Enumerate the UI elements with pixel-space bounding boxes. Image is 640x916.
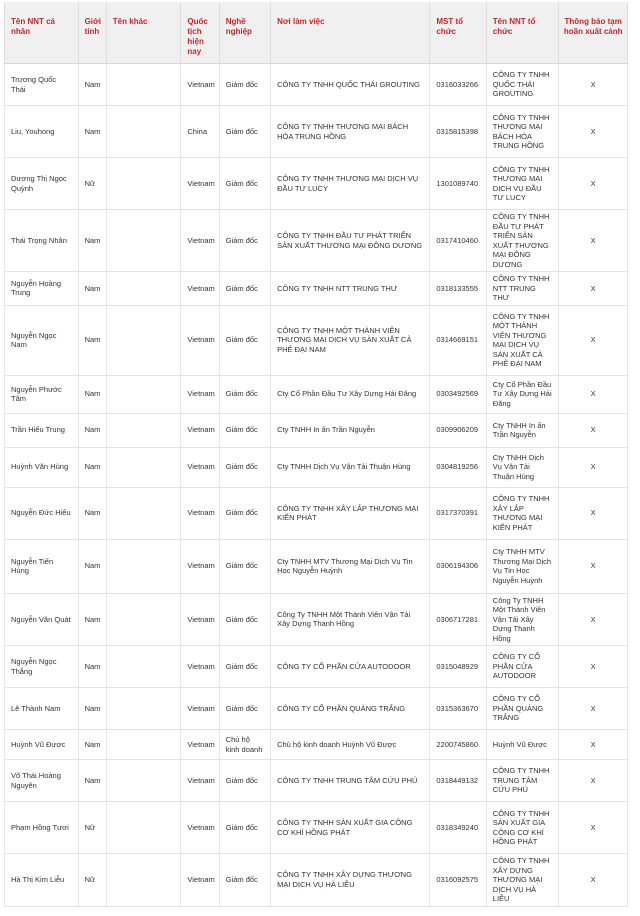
cell-workplace: CÔNG TY TNHH QUỐC THÁI GROUTING: [271, 64, 430, 106]
cell-individual-name: Trương Quốc Thái: [5, 64, 79, 106]
cell-other-name: [106, 539, 181, 593]
cell-individual-name: Thái Trọng Nhân: [5, 210, 79, 272]
cell-org-name: CÔNG TY CỔ PHẦN QUẢNG TRẮNG: [486, 688, 559, 730]
header-workplace: Nơi làm việc: [271, 2, 430, 64]
cell-org-tax-code: 0318449132: [430, 760, 486, 802]
cell-workplace: CÔNG TY TNHH THƯƠNG MẠI BÁCH HÓA TRUNG HỒNG: [271, 106, 430, 158]
cell-individual-name: Liu, Youhong: [5, 106, 79, 158]
cell-gender: Nữ: [78, 854, 106, 907]
cell-workplace: CÔNG TY TNHH NTT TRUNG THƯ: [271, 272, 430, 306]
cell-org-name: CÔNG TY TNHH ĐẦU TƯ PHÁT TRIỂN SẢN XUẤT THƯƠNG MẠI ĐÔNG DƯƠNG: [486, 210, 559, 272]
cell-occupation: Giám đốc: [219, 106, 270, 158]
cell-occupation: Giám đốc: [219, 210, 270, 272]
cell-occupation: Giám đốc: [219, 487, 270, 539]
cell-occupation: Giám đốc: [219, 447, 270, 487]
cell-other-name: [106, 375, 181, 413]
cell-org-name: Cty TNHH In ấn Trần Nguyễn: [486, 413, 559, 447]
cell-occupation: Giám đốc: [219, 854, 270, 907]
cell-gender: Nam: [78, 106, 106, 158]
cell-gender: Nam: [78, 593, 106, 646]
cell-workplace: CÔNG TY CỔ PHẦN QUẢNG TRẮNG: [271, 688, 430, 730]
cell-other-name: [106, 646, 181, 688]
cell-org-tax-code: 0317370391: [430, 487, 486, 539]
cell-nationality: Vietnam: [181, 593, 219, 646]
cell-workplace: CÔNG TY TNHH THƯƠNG MẠI DỊCH VỤ ĐẦU TƯ LUCY: [271, 158, 430, 210]
cell-gender: Nam: [78, 646, 106, 688]
cell-exit-ban-notice: X: [559, 487, 628, 539]
table-row: [5, 447, 628, 487]
cell-individual-name: Lê Thành Nam: [5, 688, 79, 730]
cell-other-name: [106, 106, 181, 158]
cell-nationality: Vietnam: [181, 539, 219, 593]
cell-occupation: Chủ hộ kinh doanh: [219, 730, 270, 760]
cell-exit-ban-notice: X: [559, 375, 628, 413]
cell-nationality: Vietnam: [181, 802, 219, 854]
cell-individual-name: Nguyễn Ngọc Thắng: [5, 646, 79, 688]
cell-exit-ban-notice: X: [559, 539, 628, 593]
cell-individual-name: Võ Thái Hoàng Nguyên: [5, 760, 79, 802]
cell-other-name: [106, 730, 181, 760]
table-row: [5, 305, 628, 375]
cell-exit-ban-notice: X: [559, 272, 628, 306]
cell-workplace: Cty Cổ Phần Đầu Tư Xây Dựng Hải Đăng: [271, 375, 430, 413]
cell-org-name: Huỳnh Vũ Được: [486, 730, 559, 760]
cell-org-tax-code: 0318133555: [430, 272, 486, 306]
cell-individual-name: Nguyễn Ngọc Nam: [5, 305, 79, 375]
header-org-name: Tên NNT tổ chức: [486, 2, 559, 64]
cell-other-name: [106, 487, 181, 539]
cell-individual-name: Nguyễn Đức Hiếu: [5, 487, 79, 539]
cell-workplace: CÔNG TY TNHH XÂY LẮP THƯƠNG MẠI KIẾN PHÁT: [271, 487, 430, 539]
cell-gender: Nam: [78, 688, 106, 730]
cell-org-tax-code: 2200745860: [430, 730, 486, 760]
cell-occupation: Giám đốc: [219, 375, 270, 413]
table-row: [5, 64, 628, 106]
table-row: [5, 539, 628, 593]
cell-occupation: Giám đốc: [219, 272, 270, 306]
cell-exit-ban-notice: X: [559, 646, 628, 688]
cell-nationality: Vietnam: [181, 854, 219, 907]
cell-individual-name: Huỳnh Văn Hùng: [5, 447, 79, 487]
cell-occupation: Giám đốc: [219, 64, 270, 106]
header-other-name: Tên khác: [106, 2, 181, 64]
cell-workplace: CÔNG TY CỔ PHẦN CỬA AUTODOOR: [271, 646, 430, 688]
table-row: [5, 106, 628, 158]
cell-gender: Nam: [78, 539, 106, 593]
cell-nationality: Vietnam: [181, 375, 219, 413]
cell-org-tax-code: 0315048929: [430, 646, 486, 688]
cell-exit-ban-notice: X: [559, 64, 628, 106]
cell-gender: Nam: [78, 375, 106, 413]
table-row: [5, 413, 628, 447]
cell-individual-name: Phạm Hồng Tươi: [5, 802, 79, 854]
header-org-tax-code: MST tổ chức: [430, 2, 486, 64]
cell-org-tax-code: 0314669151: [430, 305, 486, 375]
header-occupation: Nghề nghiệp: [219, 2, 270, 64]
cell-other-name: [106, 447, 181, 487]
cell-occupation: Giám đốc: [219, 158, 270, 210]
cell-workplace: Công Ty TNHH Một Thành Viên Vận Tải Xây Dựng Thanh Hồng: [271, 593, 430, 646]
cell-exit-ban-notice: X: [559, 854, 628, 907]
cell-individual-name: Huỳnh Vũ Được: [5, 730, 79, 760]
cell-exit-ban-notice: X: [559, 593, 628, 646]
cell-individual-name: Nguyễn Phước Tâm: [5, 375, 79, 413]
cell-workplace: Cty TNHH MTV Thương Mại Dịch Vụ Tin Học Nguyễn Huỳnh: [271, 539, 430, 593]
cell-org-name: CÔNG TY TNHH MỘT THÀNH VIÊN THƯƠNG MẠI DỊCH VỤ SẢN XUẤT CÀ PHÊ ĐẠI NAM: [486, 305, 559, 375]
cell-org-tax-code: 0316092575: [430, 854, 486, 907]
cell-org-tax-code: 0318349240: [430, 802, 486, 854]
cell-exit-ban-notice: X: [559, 760, 628, 802]
cell-exit-ban-notice: X: [559, 688, 628, 730]
table-row: [5, 646, 628, 688]
cell-org-tax-code: 1301089740: [430, 158, 486, 210]
cell-individual-name: Dương Thị Ngọc Quỳnh: [5, 158, 79, 210]
cell-gender: Nam: [78, 413, 106, 447]
cell-exit-ban-notice: X: [559, 158, 628, 210]
cell-org-name: Công Ty TNHH Một Thành Viên Vận Tải Xây Dựng Thanh Hồng: [486, 593, 559, 646]
cell-nationality: Vietnam: [181, 760, 219, 802]
cell-other-name: [106, 158, 181, 210]
cell-org-name: CÔNG TY TNHH THƯƠNG MẠI BÁCH HÓA TRUNG HỒNG: [486, 106, 559, 158]
cell-other-name: [106, 802, 181, 854]
cell-nationality: Vietnam: [181, 210, 219, 272]
cell-exit-ban-notice: X: [559, 210, 628, 272]
cell-other-name: [106, 688, 181, 730]
cell-occupation: Giám đốc: [219, 539, 270, 593]
table-row: [5, 854, 628, 907]
cell-workplace: CÔNG TY TNHH SẢN XUẤT GIA CÔNG CƠ KHÍ HỒNG PHÁT: [271, 802, 430, 854]
cell-nationality: Vietnam: [181, 272, 219, 306]
cell-other-name: [106, 854, 181, 907]
cell-gender: Nam: [78, 64, 106, 106]
cell-individual-name: Trần Hiếu Trung: [5, 413, 79, 447]
cell-other-name: [106, 210, 181, 272]
cell-nationality: Vietnam: [181, 413, 219, 447]
cell-org-name: CÔNG TY TNHH NTT TRUNG THƯ: [486, 272, 559, 306]
cell-workplace: CÔNG TY TNHH ĐẦU TƯ PHÁT TRIỂN SẢN XUẤT THƯƠNG MẠI ĐÔNG DƯƠNG: [271, 210, 430, 272]
cell-org-tax-code: 0315363670: [430, 688, 486, 730]
table-row: [5, 210, 628, 272]
table-row: [5, 375, 628, 413]
cell-other-name: [106, 272, 181, 306]
table-row: [5, 487, 628, 539]
cell-org-name: CÔNG TY TNHH THƯƠNG MẠI DỊCH VỤ ĐẦU TƯ LUCY: [486, 158, 559, 210]
cell-workplace: CÔNG TY TNHH TRUNG TÂM CỨU PHÚ: [271, 760, 430, 802]
cell-occupation: Giám đốc: [219, 305, 270, 375]
cell-occupation: Giám đốc: [219, 802, 270, 854]
cell-nationality: Vietnam: [181, 305, 219, 375]
cell-exit-ban-notice: X: [559, 730, 628, 760]
cell-individual-name: Nguyễn Hoàng Trung: [5, 272, 79, 306]
cell-workplace: Cty TNHH Dịch Vụ Vận Tải Thuận Hùng: [271, 447, 430, 487]
cell-nationality: Vietnam: [181, 646, 219, 688]
cell-org-tax-code: 0309906209: [430, 413, 486, 447]
cell-individual-name: Nguyễn Tiến Hùng: [5, 539, 79, 593]
cell-org-tax-code: 0315815398: [430, 106, 486, 158]
cell-nationality: Vietnam: [181, 64, 219, 106]
cell-individual-name: Nguyễn Văn Quát: [5, 593, 79, 646]
table-row: [5, 593, 628, 646]
table-row: [5, 158, 628, 210]
cell-org-name: CÔNG TY TNHH SẢN XUẤT GIA CÔNG CƠ KHÍ HỒNG PHÁT: [486, 802, 559, 854]
header-individual-name: Tên NNT cá nhân: [5, 2, 79, 64]
cell-other-name: [106, 593, 181, 646]
cell-occupation: Giám đốc: [219, 760, 270, 802]
header-exit-ban-notice: Thông báo tạm hoãn xuất cảnh: [559, 2, 628, 64]
cell-org-name: CÔNG TY TNHH XÂY DỰNG THƯƠNG MẠI DỊCH VỤ HÀ LIỄU: [486, 854, 559, 907]
table-row: [5, 802, 628, 854]
cell-gender: Nam: [78, 305, 106, 375]
cell-org-tax-code: 0316033266: [430, 64, 486, 106]
cell-other-name: [106, 64, 181, 106]
table-row: [5, 760, 628, 802]
cell-other-name: [106, 305, 181, 375]
cell-nationality: China: [181, 106, 219, 158]
cell-gender: Nam: [78, 760, 106, 802]
cell-org-name: CÔNG TY CỔ PHẦN CỬA AUTODOOR: [486, 646, 559, 688]
table-row: [5, 272, 628, 306]
cell-occupation: Giám đốc: [219, 593, 270, 646]
cell-org-name: CÔNG TY TNHH TRUNG TÂM CỨU PHÚ: [486, 760, 559, 802]
cell-gender: Nam: [78, 487, 106, 539]
table-body: [5, 64, 628, 907]
cell-org-name: Cty Cổ Phần Đầu Tư Xây Dựng Hải Đăng: [486, 375, 559, 413]
cell-org-tax-code: 0306717281: [430, 593, 486, 646]
cell-org-tax-code: 0317410460: [430, 210, 486, 272]
cell-exit-ban-notice: X: [559, 106, 628, 158]
cell-other-name: [106, 760, 181, 802]
cell-gender: Nam: [78, 730, 106, 760]
cell-gender: Nam: [78, 210, 106, 272]
header-gender: Giới tính: [78, 2, 106, 64]
cell-gender: Nam: [78, 447, 106, 487]
cell-org-tax-code: 0306194306: [430, 539, 486, 593]
cell-exit-ban-notice: X: [559, 413, 628, 447]
header-nationality: Quốc tịch hiện nay: [181, 2, 219, 64]
cell-exit-ban-notice: X: [559, 802, 628, 854]
cell-org-tax-code: 0303492569: [430, 375, 486, 413]
table-row: [5, 730, 628, 760]
table-row: [5, 688, 628, 730]
cell-occupation: Giám đốc: [219, 413, 270, 447]
cell-occupation: Giám đốc: [219, 688, 270, 730]
cell-individual-name: Hà Thị Kim Liễu: [5, 854, 79, 907]
cell-org-name: Cty TNHH Dịch Vụ Vận Tải Thuận Hùng: [486, 447, 559, 487]
cell-exit-ban-notice: X: [559, 447, 628, 487]
cell-gender: Nữ: [78, 158, 106, 210]
cell-org-name: Cty TNHH MTV Thương Mại Dịch Vụ Tin Học Nguyễn Huỳnh: [486, 539, 559, 593]
cell-other-name: [106, 413, 181, 447]
cell-occupation: Giám đốc: [219, 646, 270, 688]
cell-nationality: Vietnam: [181, 447, 219, 487]
cell-org-tax-code: 0304819256: [430, 447, 486, 487]
cell-workplace: Chủ hộ kinh doanh Huỳnh Vũ Được: [271, 730, 430, 760]
cell-gender: Nữ: [78, 802, 106, 854]
cell-nationality: Vietnam: [181, 158, 219, 210]
table-header: [5, 2, 628, 64]
cell-org-name: CÔNG TY TNHH XÂY LẮP THƯƠNG MẠI KIẾN PHÁT: [486, 487, 559, 539]
cell-workplace: CÔNG TY TNHH MỘT THÀNH VIÊN THƯƠNG MẠI DỊCH VỤ SẢN XUẤT CÀ PHÊ ĐẠI NAM: [271, 305, 430, 375]
cell-nationality: Vietnam: [181, 688, 219, 730]
tax-exit-ban-table: [4, 2, 628, 907]
cell-workplace: CÔNG TY TNHH XÂY DỰNG THƯƠNG MẠI DỊCH VỤ HÀ LIỄU: [271, 854, 430, 907]
cell-workplace: Cty TNHH In ấn Trần Nguyễn: [271, 413, 430, 447]
cell-nationality: Vietnam: [181, 730, 219, 760]
cell-gender: Nam: [78, 272, 106, 306]
cell-exit-ban-notice: X: [559, 305, 628, 375]
cell-org-name: CÔNG TY TNHH QUỐC THÁI GROUTING: [486, 64, 559, 106]
cell-nationality: Vietnam: [181, 487, 219, 539]
